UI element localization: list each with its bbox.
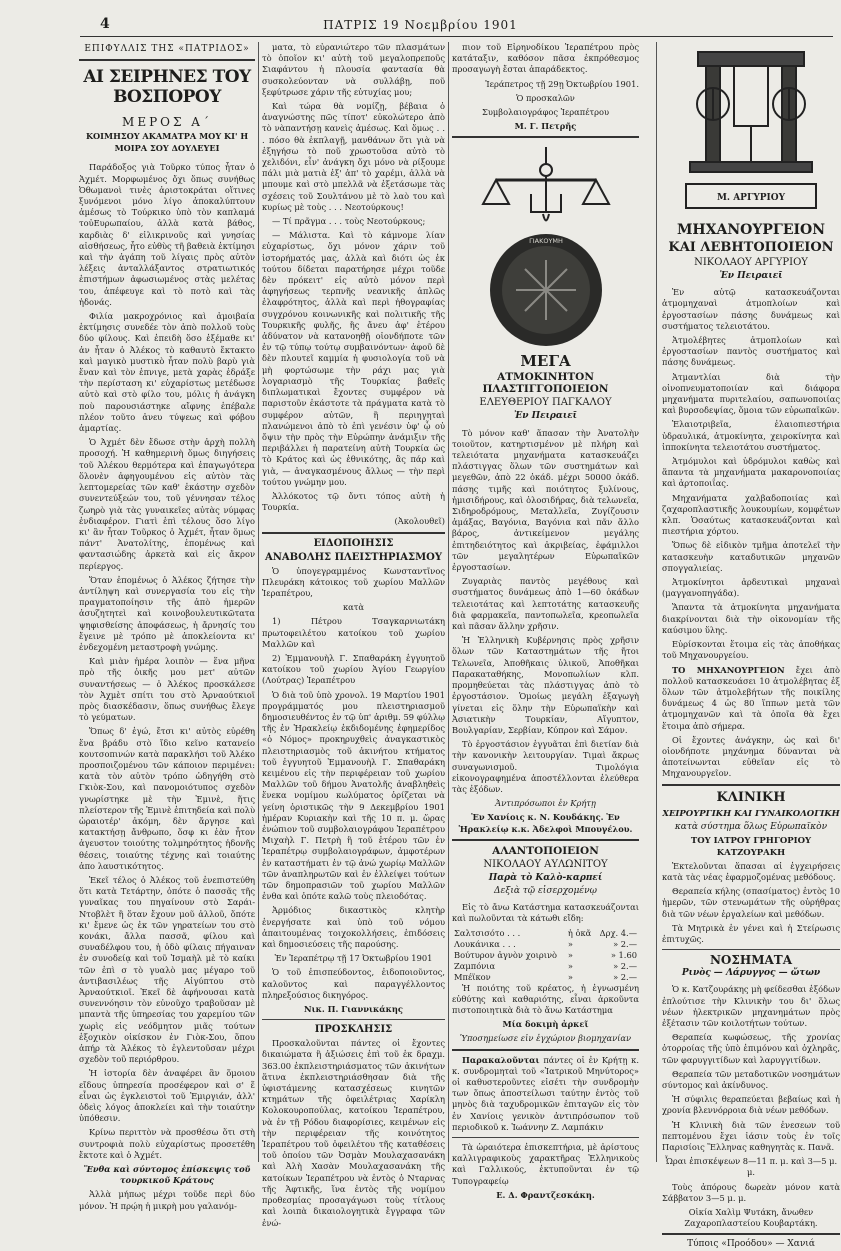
ad-paragraph: Τὰ ὡραιότερα ἐπισκεπτήρια, μὲ ἀρίστους καλλιγραφικοὺς χαρακτῆρας Ἑλληνικοὺς καὶ Γαλλικούς, ἐκτυποῦνται ἐν τῷ Τυπογραφείῳ [452, 1141, 639, 1186]
price-unit: » [567, 960, 573, 971]
notice-summons [262, 1024, 445, 1228]
column-divider [448, 42, 449, 1162]
notice-paragraph: 2) Ἐμμανουὴλ Γ. Σπαθαράκη ἐγγυητοῦ κατοίκου τοῦ χωρίου Ἁγίου Γεωργίου (Λούτρας) Ἱεραπέτρου [262, 652, 445, 686]
price-value: » 2.— [613, 938, 637, 949]
ad-owner: ΕΛΕΥΘΕΡΙΟΥ ΠΑΓΚΑΛΟΥ [479, 397, 612, 409]
ad-paragraph: Ὅπως δὲ εἰδικὸν τμῆμα ἀποτελεῖ τὴν κατασκευὴν καταδυτικῶν μηχανῶν σπογγαλιείας. [662, 540, 840, 573]
price-row [452, 972, 639, 983]
ad-doctor: ΤΟΥ ΙΑΤΡΟΥ ΓΡΗΓΟΡΙΟΥ ΚΑΤΖΟΥΡΑΚΗ [690, 835, 812, 858]
notice-paragraph: 1) Πέτρου Τσαγκαρνιωτάκη πρωτοφειλέτου κατοίκου τοῦ χωρίου Μαλλῶν καὶ [262, 616, 445, 649]
notice-subtitle: ΑΝΑΒΟΛΗΣ ΠΛΕΙΣΤΗΡΙΑΣΜΟΥ [265, 551, 442, 563]
serial-paragraph: Ἀλλόκοτος τῷ ὄντι τόπος αὐτὴ ἡ Τουρκία. [262, 490, 445, 513]
price-unit: ἡ ὀκᾶ [567, 927, 592, 938]
price-item: Μπέϊκον [454, 971, 491, 982]
notice-paragraph: Ὁ διὰ τοῦ ὑπὸ χρονολ. 19 Μαρτίου 1901 προγράμματός μου πλειστηριασμοῦ δημοσιευθέντος ἐν τῷ ὑπ' ἀριθμ. 59 φύλλῳ τῆς ἐν Ἡρακλείῳ ἐκδιδομένης ἐφημερίδος «ὁ Νόμος» προκηρυχθεὶς ἀναγκαστικὸς πλειστηριασμὸς τοῦ ἀκινήτου κτήματος τοῦ ἐγγυητοῦ Ἐμμανουὴλ Γ. Σπαθαράκη κειμένου εἰς τὴν περιφέρειαν τοῦ χωρίου Μαλλῶν τοῦ δήμου Ἀνατολῆς ἀναβληθεὶς ἕνεκα νομίμου κωλύματος ὁρίζεται νὰ γείνη ὁριστικῶς τὴν 9 Δεκεμβρίου 1901 ἡμέραν Κυριακὴν καὶ τῆς 10 π. μ. ὥρας ἐνώπιον τοῦ συμβολαιογράφου Ἱεραπέτρου Μιχαὴλ Γ. Πετρὴ ἢ τοῦ ἑτέρου τῶν ἐν Ἱεραπέτρῳ συμβολαιογράφων, ἀμφοτέρων ἐν καταστήματι ἐν τῷ ἀνώ χωρίῳ Μαλλῶν τῶν ἀναπληρωτῶν καὶ ἐν ἐλλείψει τούτων τῶν δημοπρασιῶν τοῦ χωρίου Μαλλῶν ἐνθα καὶ ὁπότε καλῶ τοὺς πλειοδότας. [262, 689, 445, 902]
ad-owner: Ε. Δ. Φραντζεσκάκη. [496, 1189, 595, 1200]
serial-paragraph: — Τί πρᾶγμα . . . τοὺς Νεοτούρκους; [272, 216, 426, 227]
ad-machine-shop [662, 222, 840, 780]
ad-paragraph: Ἐλαιοτριβεῖα, ἐλαιοπιεστήρια ὑδραυλικά, ἀτμοκίνητα, χειροκίνητα καὶ ἱπποκίνητα τελειοτάτου συστήματος. [662, 419, 840, 452]
price-value: » 2.— [613, 960, 637, 971]
ad-paragraph: Ἅπαντα τὰ ἀτμοκίνητα μηχανήματα διακρίνονται διὰ τὴν οἰκονομίαν τῆς καύσιμου ὕλης. [662, 602, 840, 635]
ad-paragraph: Τὸ ἐργοστάσιον ἐγγυᾶται ἐπὶ διετίαν διὰ τὴν κανονικὴν λειτουργίαν. Τιμαὶ ἄκρως συναγωνισμοῦ. Τιμολόγια εἰκονογραφημένα ἀποστέλλονται ἐλεύθερα τὰς ἐξόδων. [452, 739, 639, 794]
ad-paragraph: Τὸ μόνον καθ' ἅπασαν τὴν Ἀνατολὴν τοιοῦτον, κατηρτισμένον μὲ πλήρη καὶ τελειότατα μηχανήματα κατασκευάζει πλάστιγγας ὅλων τῶν συστημάτων καὶ μεγεθῶν, ἀπὸ 22 ὀκάδ. μέχρι 50000 ὀκάδ. πάσης τιμῆς καὶ ποιότητος ξυλίνους, ἡμισιδήρους, καὶ ὁλοσιδήρας, διὰ τελωνεῖα, Σιδηροδρόμους, Μεταλλεῖα, Ζυγίζουσιν ἁμάξας, Βαγόνια, Βαγόνια καὶ πᾶν ἄλλο βάρος, ἀντικείμενον μεγάλης ἐπιτηδειότητος καὶ ἀκριβείας, ἐφάμιλλοι τῶν μεγαλητέρων Εὐρωπαϊκῶν ἐργοστασίων. [452, 427, 639, 573]
serial-paragraph: Ὅπως δ' ἐγώ, ἔτσι κι' αὐτὸς εὑρέθη ἕνα βράδυ στὸ ἴδιο κεῖνο κατανείο κουτσοπινών κατὰ παρακλήσι τοῦ Ἀλέκο προσποιζομένου τῶν κάποιον περιμένει: κατὰ τὸν αὐτὸν τρόπο ὡδηγήθη στὸ Γκιὸκ-Σου, καὶ πανομοιότυπος σχεδὸν γνωρίστηκε μὲ τὴν Ἐμινὲ, ἥτις πλείστερον τῆς Ἐμινὲ ἐπιτηδεία καὶ πολὺ ὡραιοτέρ' ἀκόμη, δὲν ἄργησε καὶ κατακτήσῃ ἄνθρωπο, ὅσφ κι ἐὰν ἦτον ἀγευστον τοιούτης τολμηρότητος ἡδονῆς θέσεις, τοιαύτης τέχνης καὶ τοιαύτης ἀπο λαυστικότητος. [79, 726, 256, 871]
price-row [452, 961, 639, 972]
ad-title: ΜΕΓΑ [520, 352, 571, 371]
price-unit: » [567, 938, 573, 949]
notice-dateline: Ἱεράπετρος τῇ 29ῃ Ὀκτωβρίου 1901. [485, 78, 639, 89]
ad-subtitle: ΑΤΜΟΚΙΝΗΤΟΝ ΠΛΑΣΤΙΓΓΟΠΟΙΕΙΟΝ [482, 371, 609, 396]
ad-paragraph: Ἡ Ἑλληνικὴ Κυβέρνησις πρὸς χρῆσιν ὅλων τῶν Καταστημάτων τῆς ἤτοι Τελωνεῖα, Ἀποθῆκαις ὑλικοῦ, Ἀποθῆκαι Παρακαταθήκης, Μονοπωλίων κλπ. προμηθεύεται τὰς πλάστιγγας ἀπὸ τὸ ἐργοστάσιον. Ὁμοίως μεγάλη ἐξαγωγὴ γίνεται εἰς ὅλην τὴν Εὐρωπαϊκὴν καὶ Ἀσιατικὴν Τουρκίαν, Αἴγυπτον, Βουλγαρίαν, Σερβίαν, Κύπρον καὶ Σάμον. [452, 635, 639, 735]
serial-title: ΑΙ ΣΕΙΡΗΝΕΣ ΤΟΥ ΒΟΣΠΟΡΟΥ [83, 67, 251, 108]
printer-credit: Τύποις «Προόδου» — Χανιά [687, 1239, 815, 1250]
ad-paragraph: Ἐκτελοῦνται ἅπασαι αἱ ἐγχειρήσεις κατὰ τὰς νέας ἐφαρμοζομένας μεθόδους. [662, 860, 840, 882]
rule [262, 532, 445, 534]
ad-title: ΝΟΣΗΜΑΤΑ [709, 953, 793, 968]
rule [662, 1233, 840, 1235]
ad-paragraph: Εἰς τὸ ἄνω Κατάστημα κατασκευάζονται καὶ πωλοῦνται τὰ κάτωθι εἴδη: [452, 902, 639, 924]
price-value: » 1.60 [610, 949, 637, 960]
ad-paragraph: Ἡ Κλινικὴ διὰ τῶν ἐνεσεων τοῦ πεπτομένου ἔχει ἰάσιν τοὺς ἐν τοῖς Παρισίοις Ἕλληνας καθηγητὰς κ. Πανᾶ. [662, 1119, 840, 1152]
scale-illustration-label: ΓΙΑΚΟΥΜΗ [528, 237, 563, 246]
ad-owner: ΝΙΚΟΛΑΟΥ ΑΡΓΥΡΙΟΥ [694, 257, 808, 268]
ad-tagline: Δεξιὰ τῷ εἰσερχομένῳ [494, 885, 597, 896]
serial-paragraph: Ἀλλὰ μήπως μέχρι τοῦδε περὶ δύο μόνον. Ἡ πρῴη ἡ μικρὴ μου γαλανόμ- [79, 1189, 255, 1211]
notice-date: Ἐν Ἱεραπέτρῳ τῇ 17 Ὀκτωβρίου 1901 [274, 953, 433, 964]
ad-highlight-text: ἔχει ἀπὸ πολλοῦ κατασκευάσει 10 ἀτμολέβητας ἐξ ὅλων τῶν ἀτμολεβήτων τῆς ποικίλης δυνάμεως 4 ὡς 80 ἵππων μετὰ τῶν ἀτμομηχανῶν καὶ τὰ ὁποῖα θὰ ἔχει ἕτοιμα ἀπὸ σήμερα. [662, 664, 840, 731]
ad-paragraph: Ἀτμόμυλοι καὶ ὑδρόμυλοι καθὼς καὶ ἅπαντα τὰ μηχανήματα μακαρονοποιίας καὶ ἀρτοποιΐας. [662, 456, 840, 489]
rule [452, 839, 639, 841]
ad-signature: Ὑποσημείωσε εἰν ἐγχώριον βιομηχανίαν [459, 1033, 632, 1044]
ad-paragraph: Ἐν αὐτῷ κατασκευάζονται ἀτμομηχαναὶ ἀτμοπλοίων καὶ ἐργοστασίων πάσης δυνάμεως καὶ συστήματος τελειοτάτου. [662, 287, 840, 331]
rule [662, 949, 840, 950]
header-rule [80, 36, 833, 37]
serial-paragraph: Κρίνω περιττὸν νὰ προσθέσω ὅτι στὴ συντροφιὰ πολὺ εὐχαρίστως προσετέθη ἔκτοτε καὶ ὁ Ἀχμέτ. [79, 1127, 255, 1160]
ad-paragraph: Θεραπεία τῶν μεταδοτικῶν νοσημάτων σύντομος καὶ ἀκίνδυνος. [662, 1068, 840, 1090]
serial-paragraph: Παράδοξος γιὰ Τοῦρκο τύπος ἦταν ὁ Ἀχμέτ. Μορφωμένος ὄχι ὅπως συνήθως Ὀθωμανοὶ τινὲς ἀριστοκράται οἵτινες ξυνόμενοι μόνο λίγο ἀποκαλύπτουν ἀμέσως τὸ Τούρκικο ὑπὸ τὸν καπλαμά τοὐΕυρωπαίου, ἀλλὰ κατὰ βάθος, καρδιὰς δ' εἰλικρινοῦς καὶ γνησίας αἰσθήσεως, ἦτο εὐθὺς τῆ βαθειὰ ἐκτίμησι καὶ τὴν ἀγάπη τοῦ λίγαις πρὸς αὐτὸν λέξεις ἀνταλλάξαντος στρατιωτικός ἐπιστήμων ἀφωσιωμένος στὰς μελέτας του, ἀπέφευγε καὶ τὸ ποτὸ καὶ τὰς ἡδονάς. [79, 162, 255, 307]
price-item: Σαλτσισότο . . . [454, 927, 521, 938]
ad-rep-text: Ἐν Χανίοις κ. Ν. Κουδάκης. Ἐν Ἡρακλείῳ κ.κ. Ἀδελφοὶ Μπουγέλου. [458, 812, 633, 834]
price-row [452, 928, 639, 939]
machine-illustration-label: Μ. ΑΡΓΥΡΙΟΥ [716, 193, 786, 203]
ad-paragraph: Ἀτμοκίνητοι ἀρδευτικαὶ μηχαναὶ (μαγγανοπηγάδα). [662, 577, 840, 599]
ad-poor: Τοὺς ἀπόρους δωρεὰν μόνον κατὰ Σάββατον 3—5 μ. μ. [662, 1181, 840, 1203]
ad-owner: ΝΙΚΟΛΑΟΥ ΑΥΛΩΝΙΤΟΥ [483, 858, 608, 870]
ad-trial: Μία δοκιμὴ ἀρκεῖ [502, 1019, 589, 1030]
serial-paragraph: Καὶ μιὰν ἡμέρα λοιπὸν — ἕνα μῆνα πρὸ τῆς ὁικῆς μου μετ' αὐτῶν συναντήσεως — ὁ Ἀλέκος προσκάλεσε τὸν Ἀχμὲτ σπίτι του στὸ Ἀρναούτκιοϊ πρὸς διασκέδασιν, ὅπως συνήθως ἔλεγε τὸ γεύματων. [79, 656, 255, 723]
rule [452, 136, 639, 138]
serial-section-label: ΕΠΙΦΥΛΛΙΣ ΤΗΣ «ΠΑΤΡΙΔΟΣ» [84, 44, 250, 54]
price-table [452, 928, 639, 983]
to-be-continued: (Ἀκολουθεῖ) [394, 516, 445, 527]
notice-title: ΕΙΔΟΠΟΙΗΣΙΣ [313, 537, 394, 549]
price-item: Ζαμπόνια [454, 960, 496, 971]
serial-part: ΜΕΡΟΣ Α΄ [122, 115, 212, 130]
rule [662, 784, 840, 786]
ad-paragraph: Θεραπεία κωφώσεως, τῆς χρονίας ὀτορροίας τῆς ὑπὸ ἐπιμόνου καὶ ὀχληρᾶς, τῶν φαρυγγιτίδων καὶ λαρυγγιτίδων. [662, 1032, 840, 1065]
ad-highlight: ΤΟ ΜΗΧΑΝΟΥΡΓΕΙΟΝ [672, 664, 785, 675]
ad-clinic [662, 790, 840, 946]
ad-hours: Ὧραι ἐπισκέψεων 8—11 π. μ. καὶ 3—5 μ. μ. [664, 1156, 838, 1178]
serial-paragraph: Ὅταν ἐπομένως ὁ Ἀλέκος ζήτησε τὴν ἀντίληψη καὶ συνεργασία του εἰς τὴν πραγματοποίησιν τῆς ἀπὸ ἡμερῶν ἀσυζητητεὶ καὶ κοινοβουλευτικῶτατα ψηφισθείσης ἀποφάσεως, ἡ ἄρνησίς του ἔγεινε μὲ τρόπο μὲ ἀποκλείοντα κι' ἐνδεχομένη μεταστροφὴ γνώμης. [79, 574, 255, 652]
ad-title: ΑΛΑΝΤΟΠΟΙΕΙΟΝ [492, 844, 599, 857]
ad-title: ΚΛΙΝΙΚΗ [716, 789, 786, 805]
ad-paragraph: Οἱ ἔχοντες ἀνάγκην, ὡς καὶ δι' οἱονδήποτε μηχάνημα δύνανται νὰ ἀποτείνωνται εὐθεῖαν εἰς τὸ Μηχανουργεῖον. [662, 734, 840, 779]
ad-subtitle: ΧΕΙΡΟΥΡΓΙΚΗ ΚΑΙ ΓΥΝΑΙΚΟΛΟΓΙΚΗ [662, 808, 840, 819]
column-ads-right [662, 42, 840, 1250]
ad-paragraph: Μηχανήματα χαλβαδοποιίας καὶ ζαχαροπλαστικῆς λουκουμίων, κομφέτων κλπ. Ὁσαύτως κατασκευάζονται καὶ πιεστήρια χόρτου. [662, 492, 840, 537]
ad-rep-label: Ἀντιπρόσωποι ἐν Κρήτῃ [495, 798, 596, 809]
ad-location: Ἐν Πειραιεῖ [719, 271, 783, 281]
serial-paragraph: Ὁ Ἀχμέτ δὲν ἔδωσε στὴν ἀρχὴ πολλὴ προσοχή. Ἡ καθημερινὴ ὅμως διηγήσεις τοῦ Ἀλέκου θερμότερα καὶ ἐπαγωγότερα ὅλονὲν ἀφηγουμένου εἰς αὐτὸν τὰς λεπτομερείας τῶν καθ' ἑκάστην σχεδὸν συνεντεύξεών του, τοῦ γέννησαν τέλος ζωηρὸ γιὰ τὰς γυναικεῖες αὐτὰς νύμφας ἐνδιαφέρον. Γιατὶ ἐπὶ τέλους ὅσο λίγο κι' ἂν ἦταν Τοῦρκος ὁ Ἀχμέτ, ἦταν ὅμως πάντ' Ἀνατολίτης, ἑπομένως καὶ φαντασιώδης ἀρκετὰ καὶ εἰς ἄκρον περίεργος. [79, 437, 255, 571]
notice-paragraph: Προσκαλοῦνται πάντες οἱ ἔχοντες δικαιώματα ἢ ἀξιώσεις ἐπὶ τοῦ ἐκ δραχμ. 363.00 ἐκπλειστηριάσματος τῶν ἀκινήτων ἅτινα ἐκπλειστηριάσθησαν διὰ τῆς ὑφιστάμενης κατασχέσεως κινητῶν κτημάτων τῆς ὀφειλέτριας Χαρίκλη Κολοκουροπούλας, κατοίκου Ἱεραπέτρου, νὰ ἐν τῇ Ρόδου διαφορίσιες, κειμένων εἰς τὴν περιφέρειαν τῆς κοινότητος Ἱεραπέτρου τοῦ ὀφειλέτου τῆς καταθέσεις τοῦ ὁποίου τῶν Ὀσμὰν Μουλαχασανάκη καὶ Ἀλὴ Χασὰν Μουλαχασανάκη τῆς κατοίκων Ἱεραπέτρου νὰ ἐντὸς ὁ Νταρνας τῆς Ἀφτικῆς, ἵνα ἐντὸς τῆς νομίμου προθεσμίας προσαγάγωσι τοὺς τίτλους καὶ λοιπὰ δικαιολογητικὰ ἔγγραφα τῶν ἐνώ- [262, 1038, 445, 1228]
serial-subtitle: ΚΟΙΜΗΣΟΥ ΑΚΑΜΑΤΡΑ ΜΟΥ ΚΙ' Η ΜΟΙΡΑ ΣΟΥ ΔΟΥΛΕΥΕΙ [85, 131, 249, 154]
notice-paragraph: Ἀρμόδιος δικαστικὸς κλητὴρ ἐνεργήσατε καὶ ὑπὸ τοῦ νόμου ἀπαιτουμένας τοιχοκολλήσεις, ἐπιδόσεις καὶ δημοσιεύσεις τῆς παρούσης. [262, 905, 445, 950]
serial-paragraph: — Μάλιστα. Καὶ τὸ κάμνομε λίαν εὐχαρίστως, ὄχι μόνον χάριν τοῦ ἱστορήματός μας, ἀλλὰ καὶ διότι ὡς ἐκ τούτου δίδεται παρατήρησε μέχρι τοῦδε δὲν πρόκειτ' εἰς αὐτὸ μόνον περὶ ἀφηγήσεως τερπνῆς νεανικῆς ἁπλῶς ἐλαφρότητος, ἀλλὰ καὶ περὶ ἠθογραφίας συγχρόνου κοινωνικῆς καὶ πολιτικῆς τῆς Τουρκικῆς φυλῆς, ἢς ἄνευ ἀφ' ἑτέρου ἀδύνατον νὰ κατανοηθῇ οἰονδήποτε τῶν ἐν τῷ τύπῳ τούτῳ συμβαινόντων· ἀφοῦ δὲ δὲν πλουτεῖ καμμία ἡ φυσιολογία τοῦ νὰ μὴ φορτώσωμε τὴν ράχι μας γιὰ λογαριασμὸ τῆς Τουρκίας βαθεῖς διπλωματικαὶ ἔχοντες συμφέρον νὰ παριστοῦν ἐκάστοτε τὰ πράγματα κατὰ τὸ συμφέρον αὐτῶν, ἢ περιηγηταὶ πλανώμενοι ἀπὸ τὸ ἐπὶ γενέσιν ὑφ' ᾧ οὐ ὄψιν τὴν πρὸς τὴν Εὐρώπην ἀνάμιξιν τῆς περιβάλλει ἡ παρατείνη αὐτὴ Τουρκία ὡς τὸ Κράτος καὶ ὡς ἐθνικότης, ἂς πάρ καὶ γιὰ, — ἀναγκασμένους ἄλλως — τὴν περὶ τούτου γνώμην μου. [262, 230, 445, 487]
price-unit: » [567, 971, 573, 982]
notice-paragraph: Ὁ τοῦ ἐπισπεύδοντος, ἐιδοποιοῦντος, καλοῦντος καὶ παραγγέλλοντος πληρεξούσιος δικηγόρος. [262, 967, 445, 1000]
rule [452, 1137, 639, 1138]
rule [262, 1019, 445, 1020]
ad-paragraph: Τὰ Μητρικὰ ἐν γένει καὶ ἡ Στείρωσις ἐπιτυχῶς. [662, 922, 840, 944]
price-item: Βούτυρον ἀγνὸν χοιρινὸ [454, 949, 558, 960]
ad-paragraph: Ἡ σύφιλις θεραπεύεται βεβαίως καὶ ἡ χρονία βλεννόρροια διὰ νέων μεθόδων. [662, 1094, 840, 1116]
notice-kata: κατὰ [343, 602, 364, 613]
column-divider [656, 42, 657, 1162]
notice-intro: Ὁ ὑπογεγραμμένος Κωνσταντῖνος Πλευράκη κάτοικος τοῦ χωρίου Μαλλῶν Ἱεραπέτρου, [262, 565, 445, 598]
machine-illustration [676, 44, 826, 216]
column-notices [262, 42, 445, 1228]
ad-delicatessen [452, 845, 639, 1045]
ad-subtitle: Ρινὸς — Λάρυγγος — ὤτων [681, 968, 821, 979]
serial-paragraph: Καὶ τώρα θὰ νομίζῃ, βέβαια ὁ ἀναγνώστης πῶς τίποτ' εὐκολώτερο ἀπὸ τὸ νὰπαντήσῃ κανεὶς ἀμέσως. Καὶ ὅμως . . . πόσο θὰ ἐκπλαγῇ, μανθάνων ὅτι γιὰ νὰ ἐξηγήσω τὸ ποῦ χρωστοῦσα αὐτὸ τὸ χελιδόνι, εἶν' ἀνάγκη ὄχι μόνο νὰ ρίξουμε πάλι μιὰ ματιὰ ἐξ' ἀπ' τὸ χαρέμι, ἀλλὰ νὰ μπουμε καὶ στὸ μπελλᾶ νὰ ἐξετάσωμε τὰς σχέσεις τοῦ Σουλτάνου μὲ τὸ λαὸ του καὶ κυρίως μὲ τοὺς . . . Νεοτούρκους! [262, 101, 445, 212]
notice-postponement [262, 538, 445, 1016]
notice-subscribers [452, 1055, 639, 1133]
price-value: Δρχ. 4.— [599, 927, 637, 938]
ad-location: Παρὰ τὸ Καλὸ-καρπεί [488, 872, 603, 883]
notice-paragraph: πιον τοῦ Εἰρηνοδίκου Ἱεραπέτρου πρὸς κατάταξιν, καθόσον πᾶσα ἐκπρόθεσμος προσαγωγὴ ἔσται ἀπαράδεκτος. [452, 42, 639, 75]
ad-title: ΜΗΧΑΝΟΥΡΓΕΙΟΝ [676, 222, 826, 238]
ad-paragraph: Ἀτμαντλίαι διὰ τὴν οἰνοπνευματοποιίαν καὶ διάφορα μηχανήματα πυριτελαίου, σαπωνοποιίας καὶ βυρσοδεψίας, ὅμοια τῶν εὐρωπαϊκῶν. [662, 371, 840, 416]
ad-paragraph: Ἡ ποιότης τοῦ κρέατος, ἡ ἐγνωσμένη εὐθύτης καὶ καθαριότης, εἶναι ἀρκοῦντα πιστοποιητικὰ διὰ τὸ ἄνω Κατάστημα [452, 982, 639, 1015]
price-row [452, 939, 639, 950]
scale-illustration [471, 142, 621, 347]
price-row [452, 950, 639, 961]
notice-text: πάντες οἱ ἐν Κρήτῃ κ. κ. συνδρομηταὶ τοῦ «Ἰατρικοῦ Μηνύτορος» οἱ καθυστεροῦντες εἰσέτι τὴν συνδρομὴν των ὅπως ἀποστείλωσι ταύτην ἐντὸς τοῦ μηνὸς διὰ ταχυδρομικῶν ἐπιταγῶν εἰς τὸν ἐν Χανίοις γενικὸν ἀντιπρόσωπον τοῦ περιοδικοῦ κ. Ἰωάννην Ζ. Λαμπάκιν [452, 1054, 640, 1132]
notice-title: Παρακαλοῦνται [462, 1054, 540, 1065]
ad-print-shop [452, 1142, 639, 1201]
serial-paragraph: Ἐκεῖ τέλος ὁ Ἀλέκος τοῦ ἐνεπιστεύθη ὅτι κατὰ Τετάρτην, ὁπότε ὁ πασσᾶς τῆς γυναῖκας του πηγαίνουν στὸ Σαράι-Ντοβλὲτ ἢ ὅταν ἔχουν μοῦ ἀλλοῦ, ὅπότε κι' ἔμενε ὡς ἐκ τῶν γηρατείων του στὸ κονάκι, ἄλλα πασσᾶ, φίλου καὶ συναδέλφου του, ἡ ὁδὸ φίλαις πήγαιναν ἐν συνοδείᾳ καὶ τοῦ Ἰσμαὴλ μὲ τὸ καίκι τῶν ἐπὶ σ τὸ γυαλὸ μας μέγαρο τοῦ ἀντιβασιλέως τῆς Αἰγύπτου στὸ Ἀρναούτκιοϊ. Ἐκεῖ δὲ ἀφήνουσαι κατὰ συνεννόησιν τὸν εὐνοῦχο τραβοῦσαν μὲ μπαντὰ τῆς ὑπηρεσίας του χαρεμίου τῶν χωρὶς εἰς νεόδμητον μιᾶς τούτων ἐξοχικὸν οἰκίσκον ἐν Γιὸκ-Σου, ὅπου ἀπήρ τὰ Ἀλέκος τὸ ἐγλεντοῦσαν μέχρι σχεδὸν τοῦ περιόρθρου. [79, 875, 255, 1065]
rule [79, 59, 255, 61]
column-ads-middle [452, 42, 640, 1200]
rule [452, 1049, 639, 1051]
ad-ent-clinic [662, 954, 840, 1229]
ad-paragraph: Εὑρίσκονται ἕτοιμα εἰς τὰς ἀποθήκας τοῦ Μηχανουργείου. [662, 639, 840, 661]
serial-paragraph: ματα, τὸ εὐρανιώτερο τῶν πλασμάτων τὸ ὁποῖον κι' αὐτὴ τοῦ μεγαλοπρεποῦς Σιαφάντου ἡ πλουσία φαντασία θὰ συσκολεύονταν νὰ συλλάβῃ, ποῦ ξεφύτρωσε χάριν τῆς εὐτυχίας μου; [262, 42, 445, 97]
serial-subhead: Ἕνθα καὶ σύντομος ἐπίσκεψις τοῦ τουρκικοῦ Κράτους [83, 1164, 251, 1186]
column-serial [79, 42, 256, 1211]
ad-location: Ἐν Πειραιεῖ [513, 411, 578, 422]
ad-paragraph: Ἀτμολέβητες ἀτμοπλοίων καὶ ἐργοστασίων παντὸς συστήματος καὶ πάσης δυνάμεως. [662, 335, 840, 368]
price-unit: » [567, 949, 573, 960]
ad-paragraph: Ζυγαριὰς παντὸς μεγέθους καὶ συστήματος δυνάμεως ἀπὸ 1—60 ὀκάδων τελειοτάτας καὶ λεπτοτάτης κατασκευῆς διὰ φαρμακεῖα, παντοπωλεῖα, κρεοπωλεῖα καὶ πᾶσαν ἄλλην χρῆσιν. [452, 576, 639, 632]
notice-caller: Ὁ προσκαλῶν [516, 92, 575, 103]
serial-paragraph: Ἡ ἱστορία δὲν ἀναφέρει ἂν ὅμοιου εἴδους ὑπηρεσία προσέφερον καὶ σ' ἕ εἶναι ὡς ἐγκλειστοὶ τοῦ Ἐμιργιάν, ἀλλ' ὁδεὶς λόγος ἀποκλείει καὶ τὴν τοιαύτην ὑπόθεσιν. [79, 1068, 255, 1124]
ad-address: Οἰκία Χαλὶμ Ψυτάκη, ἄνωθεν Ζαχαροπλαστείου Κουβαρτάκη. [684, 1207, 818, 1229]
serial-paragraph: Φιλία μακροχρόνιος καὶ ἀμοιβαία ἐκτίμησις συνεδέε τὸν ἀπὸ πολλοῦ τοὺς δύο φίλους. Καὶ ἐπειδὴ ὅσο ἐξέμαθε κι' ἀν ἦταν ὁ Ἀλέκος τὸ καθαυτὸ ἔκτακτο καὶ μαγικὸ μυστικὸ ἦταν πολὺ βαρὺ γιὰ ἕναν καὶ τὸν ἐπνιγε, μετὰ χαρὰς ἐδράξε τὴν περίσταση κι' εὐχαρίστως μετέδωσε αὐτὸ καὶ στὸ φίλο του, μόλις ἡ ἀνάγκη ποὺ παρουσιάστηκε αἴφνης ἐπέβαλε πλέον τοῦτο ἀνευ τύψεως καὶ φόβου ἀμαρτίας. [79, 311, 255, 434]
ad-subtitle: ΚΑΙ ΛΕΒΗΤΟΠΟΙΕΙΟΝ [668, 240, 834, 255]
masthead: ΠΑΤΡΙΣ 19 Νοεμβρίου 1901 [323, 18, 518, 32]
ad-paragraph: Θεραπεία κήλης (σπασίματος) ἐντὸς 10 ἡμερῶν, τῶν στενωμάτων τῆς οὐρήθρας διὰ τῶν νέων ἐργαλείων καὶ μεθόδων. [662, 886, 840, 919]
notice-title: ΠΡΟΣΚΛΗΣΙΣ [314, 1024, 393, 1036]
notice-caller-name: Μ. Γ. Πετρῆς [514, 121, 577, 132]
column-divider [258, 42, 259, 1162]
notice-caller-role: Συμβολαιογράφος Ἱεραπέτρου [481, 107, 610, 118]
price-value: » 2.— [613, 971, 637, 982]
ad-tagline: κατὰ σύστημα ὅλως Εὐρωπαϊκὸν [674, 821, 828, 832]
notice-signature: Νικ. Π. Γιαννικάκης [304, 1004, 403, 1015]
page-number: 4 [100, 16, 110, 32]
ad-scale-factory [452, 353, 639, 834]
page-header [0, 14, 841, 36]
price-item: Λουκάνικα . . . [454, 938, 516, 949]
ad-paragraph: Ὁ κ. Κατζουράκης μὴ φείδεσθαι ἐξόδων ἐπλούτισε τὴν Κλινικὴν του δι' ὅλως νέων ἠλεκτρικῶν μηχανημάτων πρὸς ἐξέτασιν τῶν κοιλοτήτων τούτων. [662, 984, 840, 1028]
